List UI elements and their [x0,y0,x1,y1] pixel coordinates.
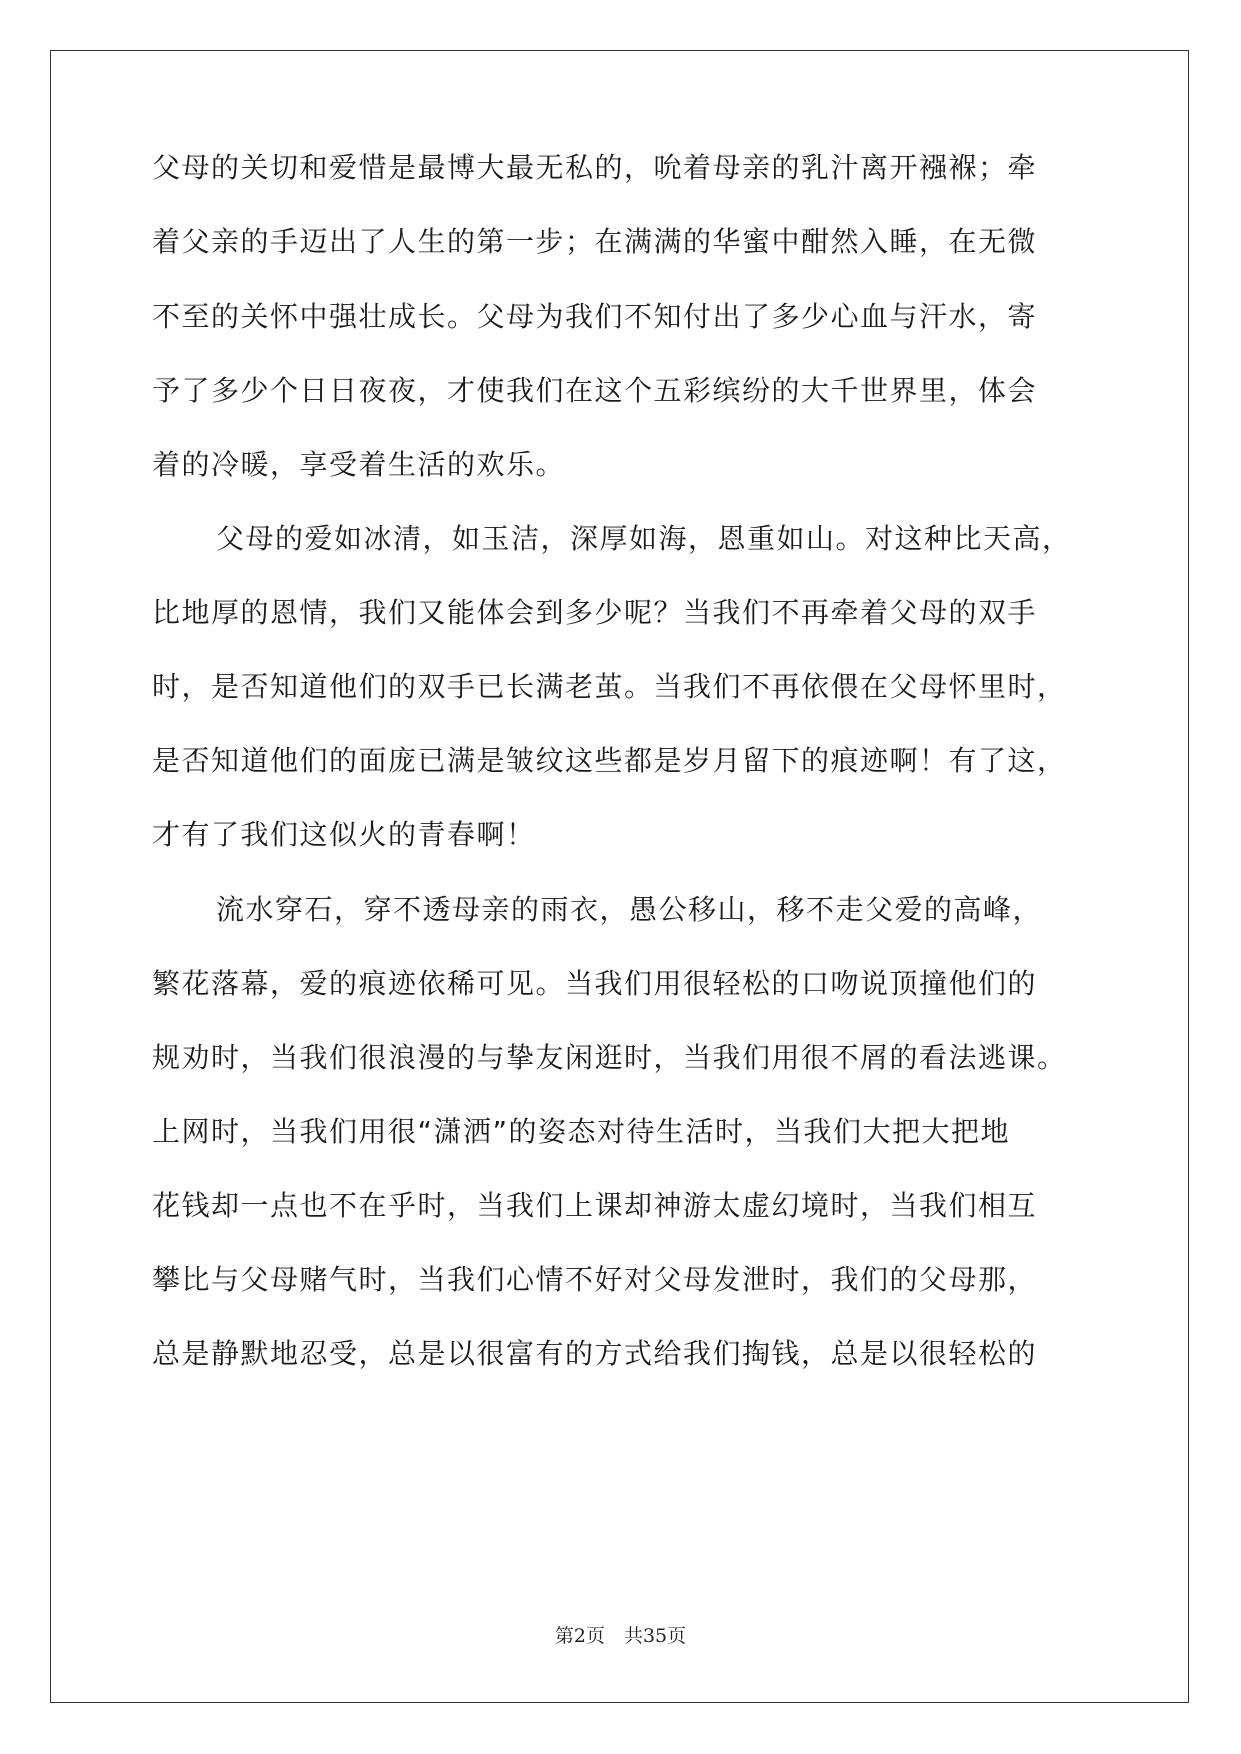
paragraph-first-line: 父母的爱如冰清，如玉洁，深厚如海，恩重如山。对这种比天高， [216,522,1072,555]
text-line: 着父亲的手迈出了人生的第一步；在满满的华蜜中酣然入睡，在无微 [152,225,1038,258]
text-line: 总是静默地忍受，总是以很富有的方式给我们掏钱，总是以很轻松的 [152,1337,1038,1370]
text-line: 繁花落幕，爱的痕迹依稀可见。当我们用很轻松的口吻说顶撞他们的 [152,967,1038,1000]
text-line: 是否知道他们的面庞已满是皱纹这些都是岁月留下的痕迹啊！有了这， [152,744,1067,777]
text-line: 比地厚的恩情，我们又能体会到多少呢？当我们不再牵着父母的双手 [152,596,1038,629]
text-line: 予了多少个日日夜夜，才使我们在这个五彩缤纷的大千世界里，体会 [152,374,1038,407]
paragraph-first-line: 流水穿石，穿不透母亲的雨衣，愚公移山，移不走父爱的高峰， [216,893,1043,926]
text-line: 花钱却一点也不在乎时，当我们上课却神游太虚幻境时，当我们相互 [152,1189,1038,1222]
text-line: 时，是否知道他们的双手已长满老茧。当我们不再依偎在父母怀里时， [152,670,1067,703]
text-line: 上网时，当我们用很“潇洒”的姿态对待生活时，当我们大把大把地 [152,1115,1011,1148]
text-line: 才有了我们这似火的青春啊！ [152,818,536,851]
page-number-footer: 第2页 共35页 [554,1625,687,1647]
text-line: 着的冷暖，享受着生活的欢乐。 [152,448,566,481]
text-line: 规劝时，当我们很浪漫的与挚友闲逛时，当我们用很不屑的看法逃课。 [152,1041,1067,1074]
text-line: 不至的关怀中强壮成长。父母为我们不知付出了多少心血与汗水，寄 [152,300,1038,333]
text-line: 父母的关切和爱惜是最博大最无私的，吮着母亲的乳汁离开襁褓；牵 [152,151,1038,184]
text-line: 攀比与父母赌气时，当我们心情不好对父母发泄时，我们的父母那， [152,1263,1038,1296]
